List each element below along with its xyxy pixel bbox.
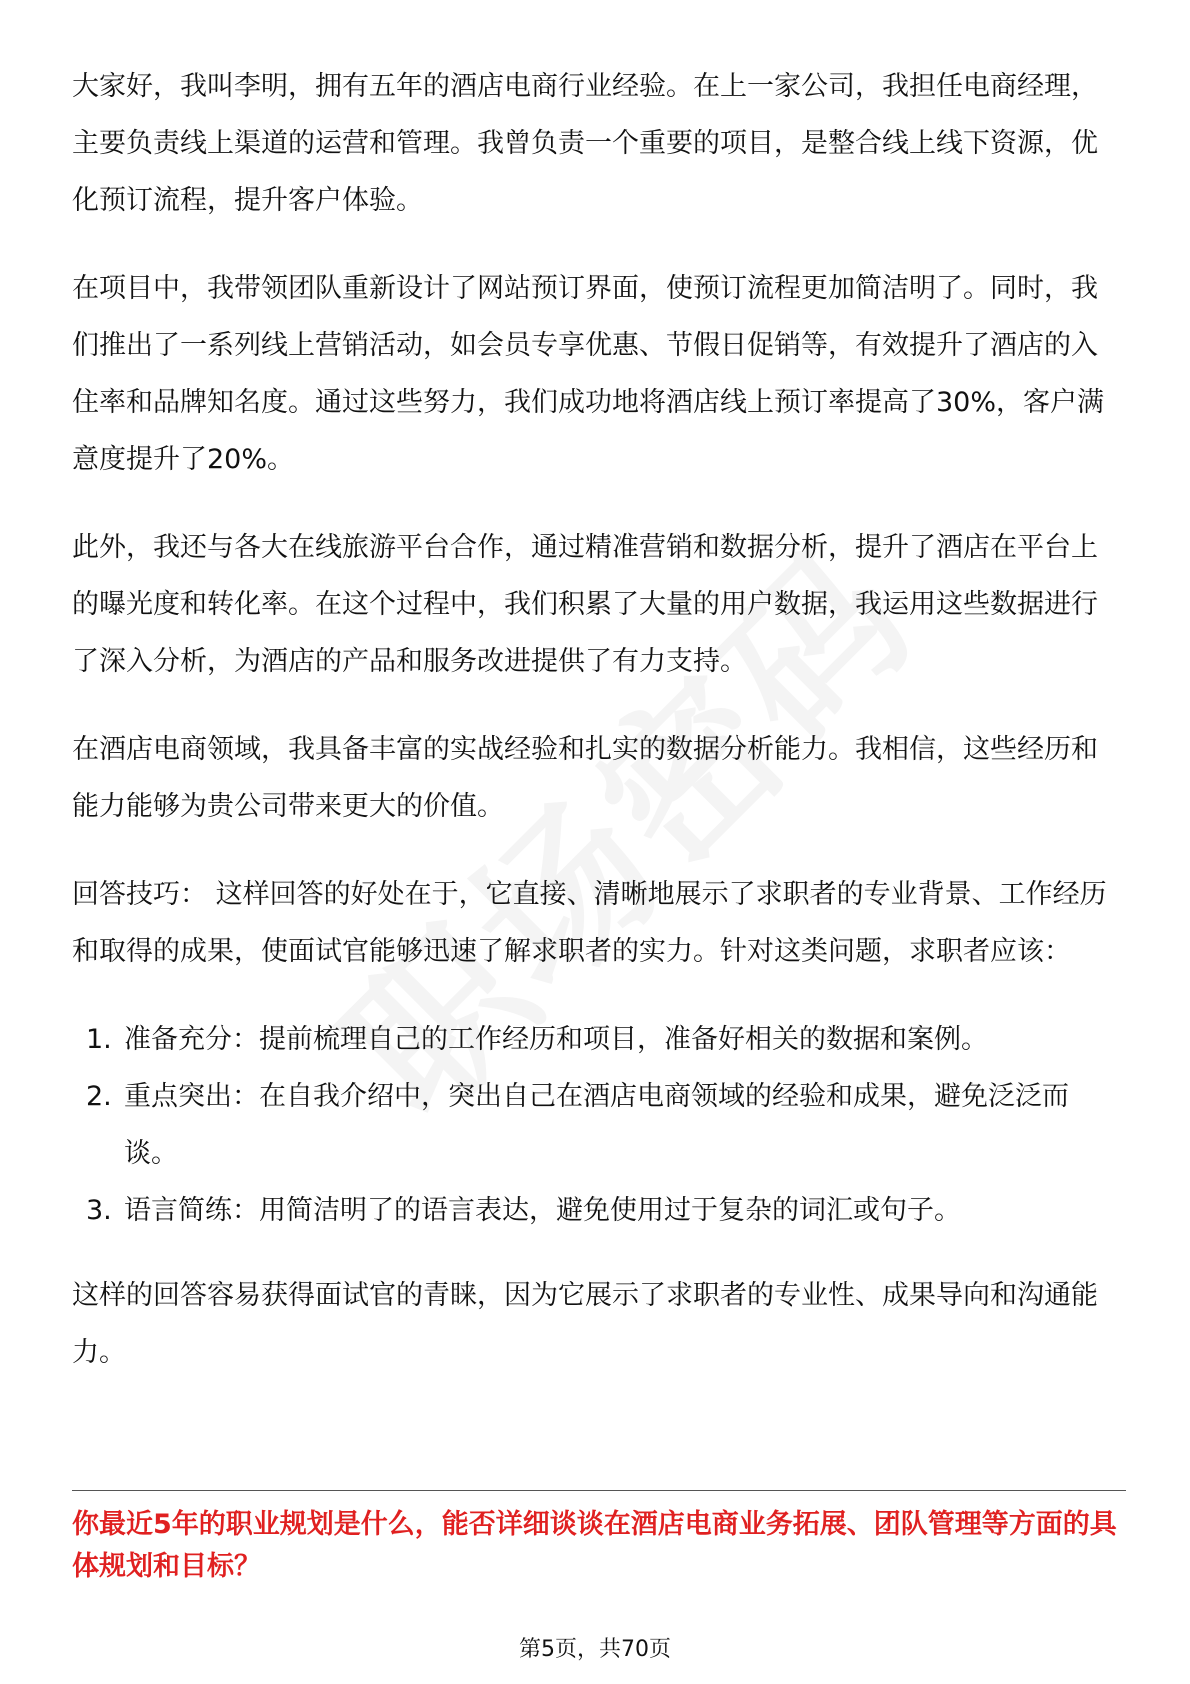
list-text: 准备充分：提前梳理自己的工作经历和项目，准备好相关的数据和案例。: [124, 1024, 988, 1055]
paragraph-closing: 这样的回答容易获得面试官的青睐，因为它展示了求职者的专业性、成果导向和沟通能力。: [72, 1280, 1098, 1368]
tips-list: [72, 1011, 1122, 1239]
list-number: 3.: [86, 1195, 112, 1226]
page-number: 第5页，共70页: [519, 1637, 671, 1662]
list-item: [72, 1068, 1122, 1182]
list-number: 1.: [86, 1024, 112, 1055]
list-text: 语言简练：用简洁明了的语言表达，避免使用过于复杂的词汇或句子。: [124, 1195, 961, 1226]
paragraph-platform: 此外，我还与各大在线旅游平台合作，通过精准营销和数据分析，提升了酒店在平台上的曝光度和转化率。在这个过程中，我们积累了大量的用户数据，我运用这些数据进行了深入分析，为酒店的产品和服务改进提供了有力支持。: [72, 532, 1098, 677]
paragraph-project: 在项目中，我带领团队重新设计了网站预订界面，使预订流程更加简洁明了。同时，我们推出了一系列线上营销活动，如会员专享优惠、节假日促销等，有效提升了酒店的入住率和品牌知名度。通过这些努力，我们成功地将酒店线上预订率提高了30%，客户满意度提升了20%。: [72, 273, 1105, 475]
paragraph-tips-intro: 回答技巧： 这样回答的好处在于，它直接、清晰地展示了求职者的专业背景、工作经历和取得的成果，使面试官能够迅速了解求职者的实力。针对这类问题，求职者应该：: [72, 879, 1107, 967]
list-text: 重点突出：在自我介绍中，突出自己在酒店电商领域的经验和成果，避免泛泛而谈。: [124, 1081, 1069, 1169]
paragraph-intro: 大家好，我叫李明，拥有五年的酒店电商行业经验。在上一家公司，我担任电商经理，主要负责线上渠道的运营和管理。我曾负责一个重要的项目，是整合线上线下资源，优化预订流程，提升客户体验。: [72, 71, 1098, 216]
list-item: [72, 1182, 1122, 1239]
paragraph-summary: 在酒店电商领域，我具备丰富的实战经验和扎实的数据分析能力。我相信，这些经历和能力能够为贵公司带来更大的价值。: [72, 734, 1098, 822]
list-number: 2.: [86, 1081, 112, 1112]
answer-content: [72, 58, 1122, 1412]
list-item: [72, 1011, 1122, 1068]
section-divider: [72, 1490, 1126, 1491]
next-question-heading: 你最近5年的职业规划是什么，能否详细谈谈在酒店电商业务拓展、团队管理等方面的具体规划和目标？: [72, 1509, 1117, 1582]
